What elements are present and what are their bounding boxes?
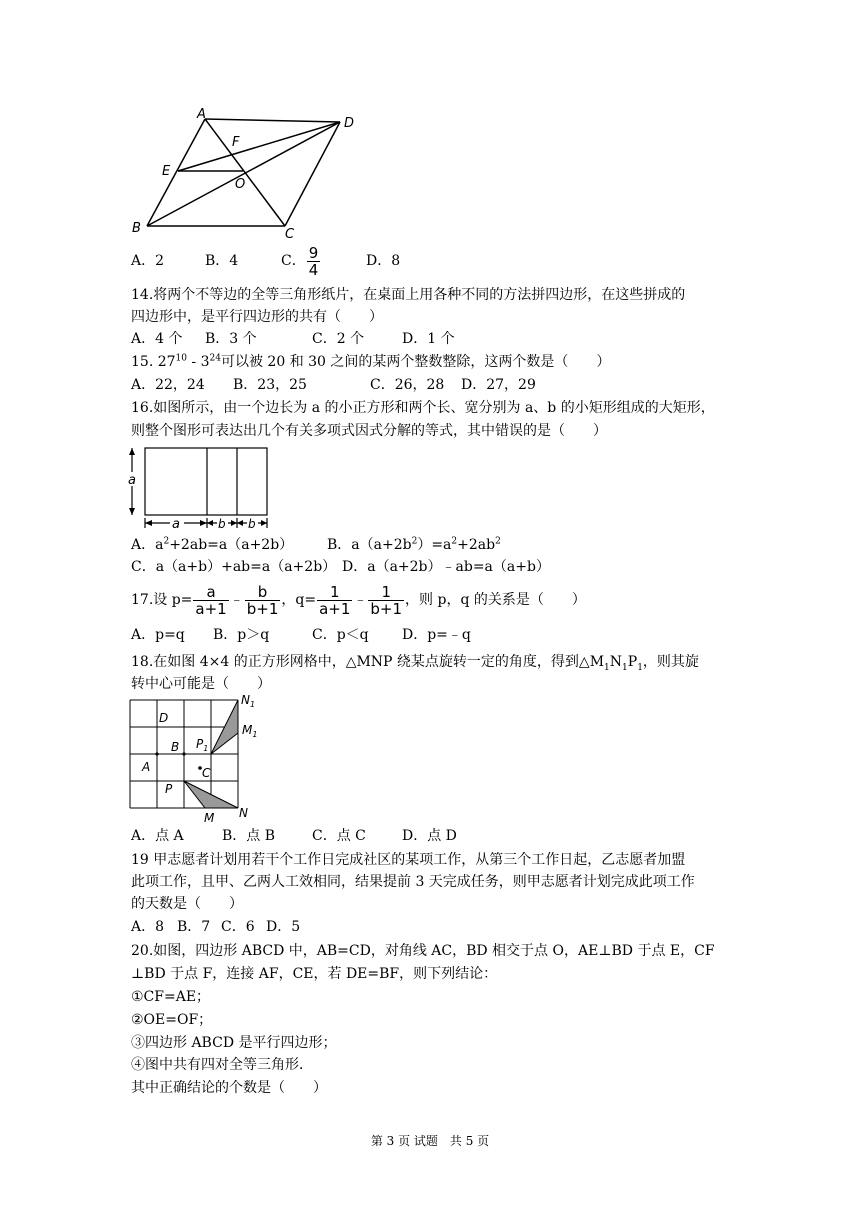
q16-option-d[interactable]: D．a（a+2b）﹣ab=a（a+b）	[342, 559, 550, 575]
q14-option-c[interactable]: C．2 个	[312, 331, 365, 347]
q17-stem: 17.设 p= $\frac{a}{a+1}$ ﹣ $\frac{b}{b+1}$ ，q= $\frac{1}{a+1}$ ﹣ $\frac{1}{b+1}$ ，则 p，q 的关系是（ ）	[131, 582, 586, 618]
point-label-e: E	[162, 164, 171, 179]
fraction-9-4: $\frac{9}{4}$	[308, 243, 319, 279]
q16-option-b[interactable]: B．$a(a+2b^2)=a^2+2ab^2$	[327, 536, 501, 553]
q18-line2: 转中心可能是（ ）	[131, 676, 271, 692]
label-m: M	[204, 811, 215, 824]
q17-option-a[interactable]: A．p=q	[131, 627, 185, 643]
label-b: B	[171, 740, 180, 754]
label-a: A	[142, 760, 151, 774]
q14-line1: 14.将两个不等边的全等三角形纸片，在桌面上用各种不同的方法拼四边形，在这些拼成的	[131, 287, 686, 303]
q19-option-b[interactable]: B．7	[177, 919, 211, 935]
q13-option-b[interactable]: B．4	[205, 253, 239, 269]
q16-option-a[interactable]: A．$a^2+2ab=a(a+2b)$	[131, 536, 294, 553]
q13-option-a[interactable]: A．2	[131, 253, 165, 269]
label-n: N	[239, 806, 248, 820]
point-label-c: C	[285, 227, 295, 240]
label-m1: $M_1$	[242, 723, 258, 739]
q18-option-a[interactable]: A．点 A	[131, 828, 184, 844]
fraction-1-over-a1: $\frac{1}{a+1}$	[319, 582, 351, 618]
fraction-1-over-b1: $\frac{1}{b+1}$	[370, 582, 403, 618]
q18-option-d[interactable]: D．点 D	[402, 828, 457, 844]
bottom-label-b2: b	[248, 517, 256, 531]
q20-line2: ⊥BD 于点 F，连接 AF，CE，若 DE=BF，则下列结论：	[131, 966, 498, 982]
q20-line1: 20.如图，四边形 ABCD 中，AB=CD，对角线 AC，BD 相交于点 O，AE⊥BD 于点 E，CF	[131, 943, 715, 959]
bottom-label-b1: b	[218, 517, 226, 531]
q20-last-line: 其中正确结论的个数是（ ）	[131, 1080, 327, 1096]
q19-line1: 19 甲志愿者计划用若干个工作日完成社区的某项工作，从第三个工作日起，乙志愿者加盟	[131, 852, 686, 868]
q14-option-d[interactable]: D．1 个	[402, 331, 455, 347]
label-c: C	[202, 766, 211, 780]
q15-option-a[interactable]: A．22，24	[131, 377, 205, 393]
point-label-a: A	[197, 107, 206, 122]
q15-option-d[interactable]: D．27，29	[461, 377, 536, 393]
q19-option-a[interactable]: A．8	[131, 919, 165, 935]
side-label-a: a	[128, 473, 136, 488]
q20-conclusion-2: ②OE=OF；	[131, 1012, 213, 1028]
q20-conclusion-1: ①CF=AE；	[131, 989, 211, 1005]
point-label-o: O	[235, 177, 246, 192]
grid-figure	[125, 692, 275, 824]
q17-option-d[interactable]: D．p=﹣q	[402, 627, 471, 643]
label-p1: $P_1$	[196, 737, 209, 753]
point-label-b: B	[132, 221, 141, 236]
q13-option-c[interactable]: C． $\frac{9}{4}$	[281, 243, 319, 279]
parallelogram-figure	[125, 105, 365, 240]
q14-line2: 四边形中，是平行四边形的共有（ ）	[131, 309, 383, 325]
q16-line2: 则整个图形可表达出几个有关多项式因式分解的等式，其中错误的是（ ）	[131, 423, 607, 439]
label-d: D	[159, 711, 169, 725]
label-n1: $N_1$	[241, 693, 256, 709]
q19-option-d[interactable]: D．5	[266, 919, 301, 935]
q16-line1: 16.如图所示，由一个边长为 a 的小正方形和两个长、宽分别为 a、b 的小矩形组成的大矩形，	[131, 400, 715, 416]
q20-conclusion-4: ④图中共有四对全等三角形．	[131, 1057, 313, 1073]
label-p: P	[165, 782, 173, 796]
q18-line1: 18.在如图 4×4 的正方形网格中，△MNP 绕某点旋转一定的角度，得到$\triangle M_1N_1P_1$，则其旋	[131, 654, 699, 673]
q17-option-c[interactable]: C．p＜q	[312, 627, 369, 643]
rectangle-figure	[125, 444, 275, 532]
q19-line2: 此项工作，且甲、乙两人工效相同，结果提前 3 天完成任务，则甲志愿者计划完成此项工作	[131, 874, 695, 890]
q14-option-a[interactable]: A．4 个	[131, 331, 183, 347]
q17-option-b[interactable]: B．p＞q	[213, 627, 270, 643]
q15-stem: 15. $27^{10} - 3^{24}$可以被 20 和 30 之间的某两个整数整除，这两个数是（ ）	[131, 353, 611, 370]
q16-option-c[interactable]: C．a（a+b）+ab=a（a+2b）	[131, 559, 337, 575]
q15-option-b[interactable]: B．23，25	[233, 377, 307, 393]
fraction-a-over-a1: $\frac{a}{a+1}$	[195, 582, 227, 618]
q14-option-b[interactable]: B．3 个	[205, 331, 257, 347]
q13-option-d[interactable]: D．8	[366, 253, 401, 269]
fraction-b-over-b1: $\frac{b}{b+1}$	[246, 582, 279, 618]
q15-option-c[interactable]: C．26，28	[370, 377, 445, 393]
q19-line3: 的天数是（ ）	[131, 896, 243, 912]
page-footer: 第 3 页 试题 共 5 页	[370, 1134, 490, 1148]
q20-conclusion-3: ③四边形 ABCD 是平行四边形；	[131, 1035, 337, 1051]
q18-option-c[interactable]: C．点 C	[312, 828, 366, 844]
q19-option-c[interactable]: C．6	[221, 919, 255, 935]
q18-option-b[interactable]: B．点 B	[222, 828, 276, 844]
bottom-label-a: a	[172, 517, 180, 532]
point-label-d: D	[344, 116, 355, 131]
point-label-f: F	[232, 135, 240, 150]
